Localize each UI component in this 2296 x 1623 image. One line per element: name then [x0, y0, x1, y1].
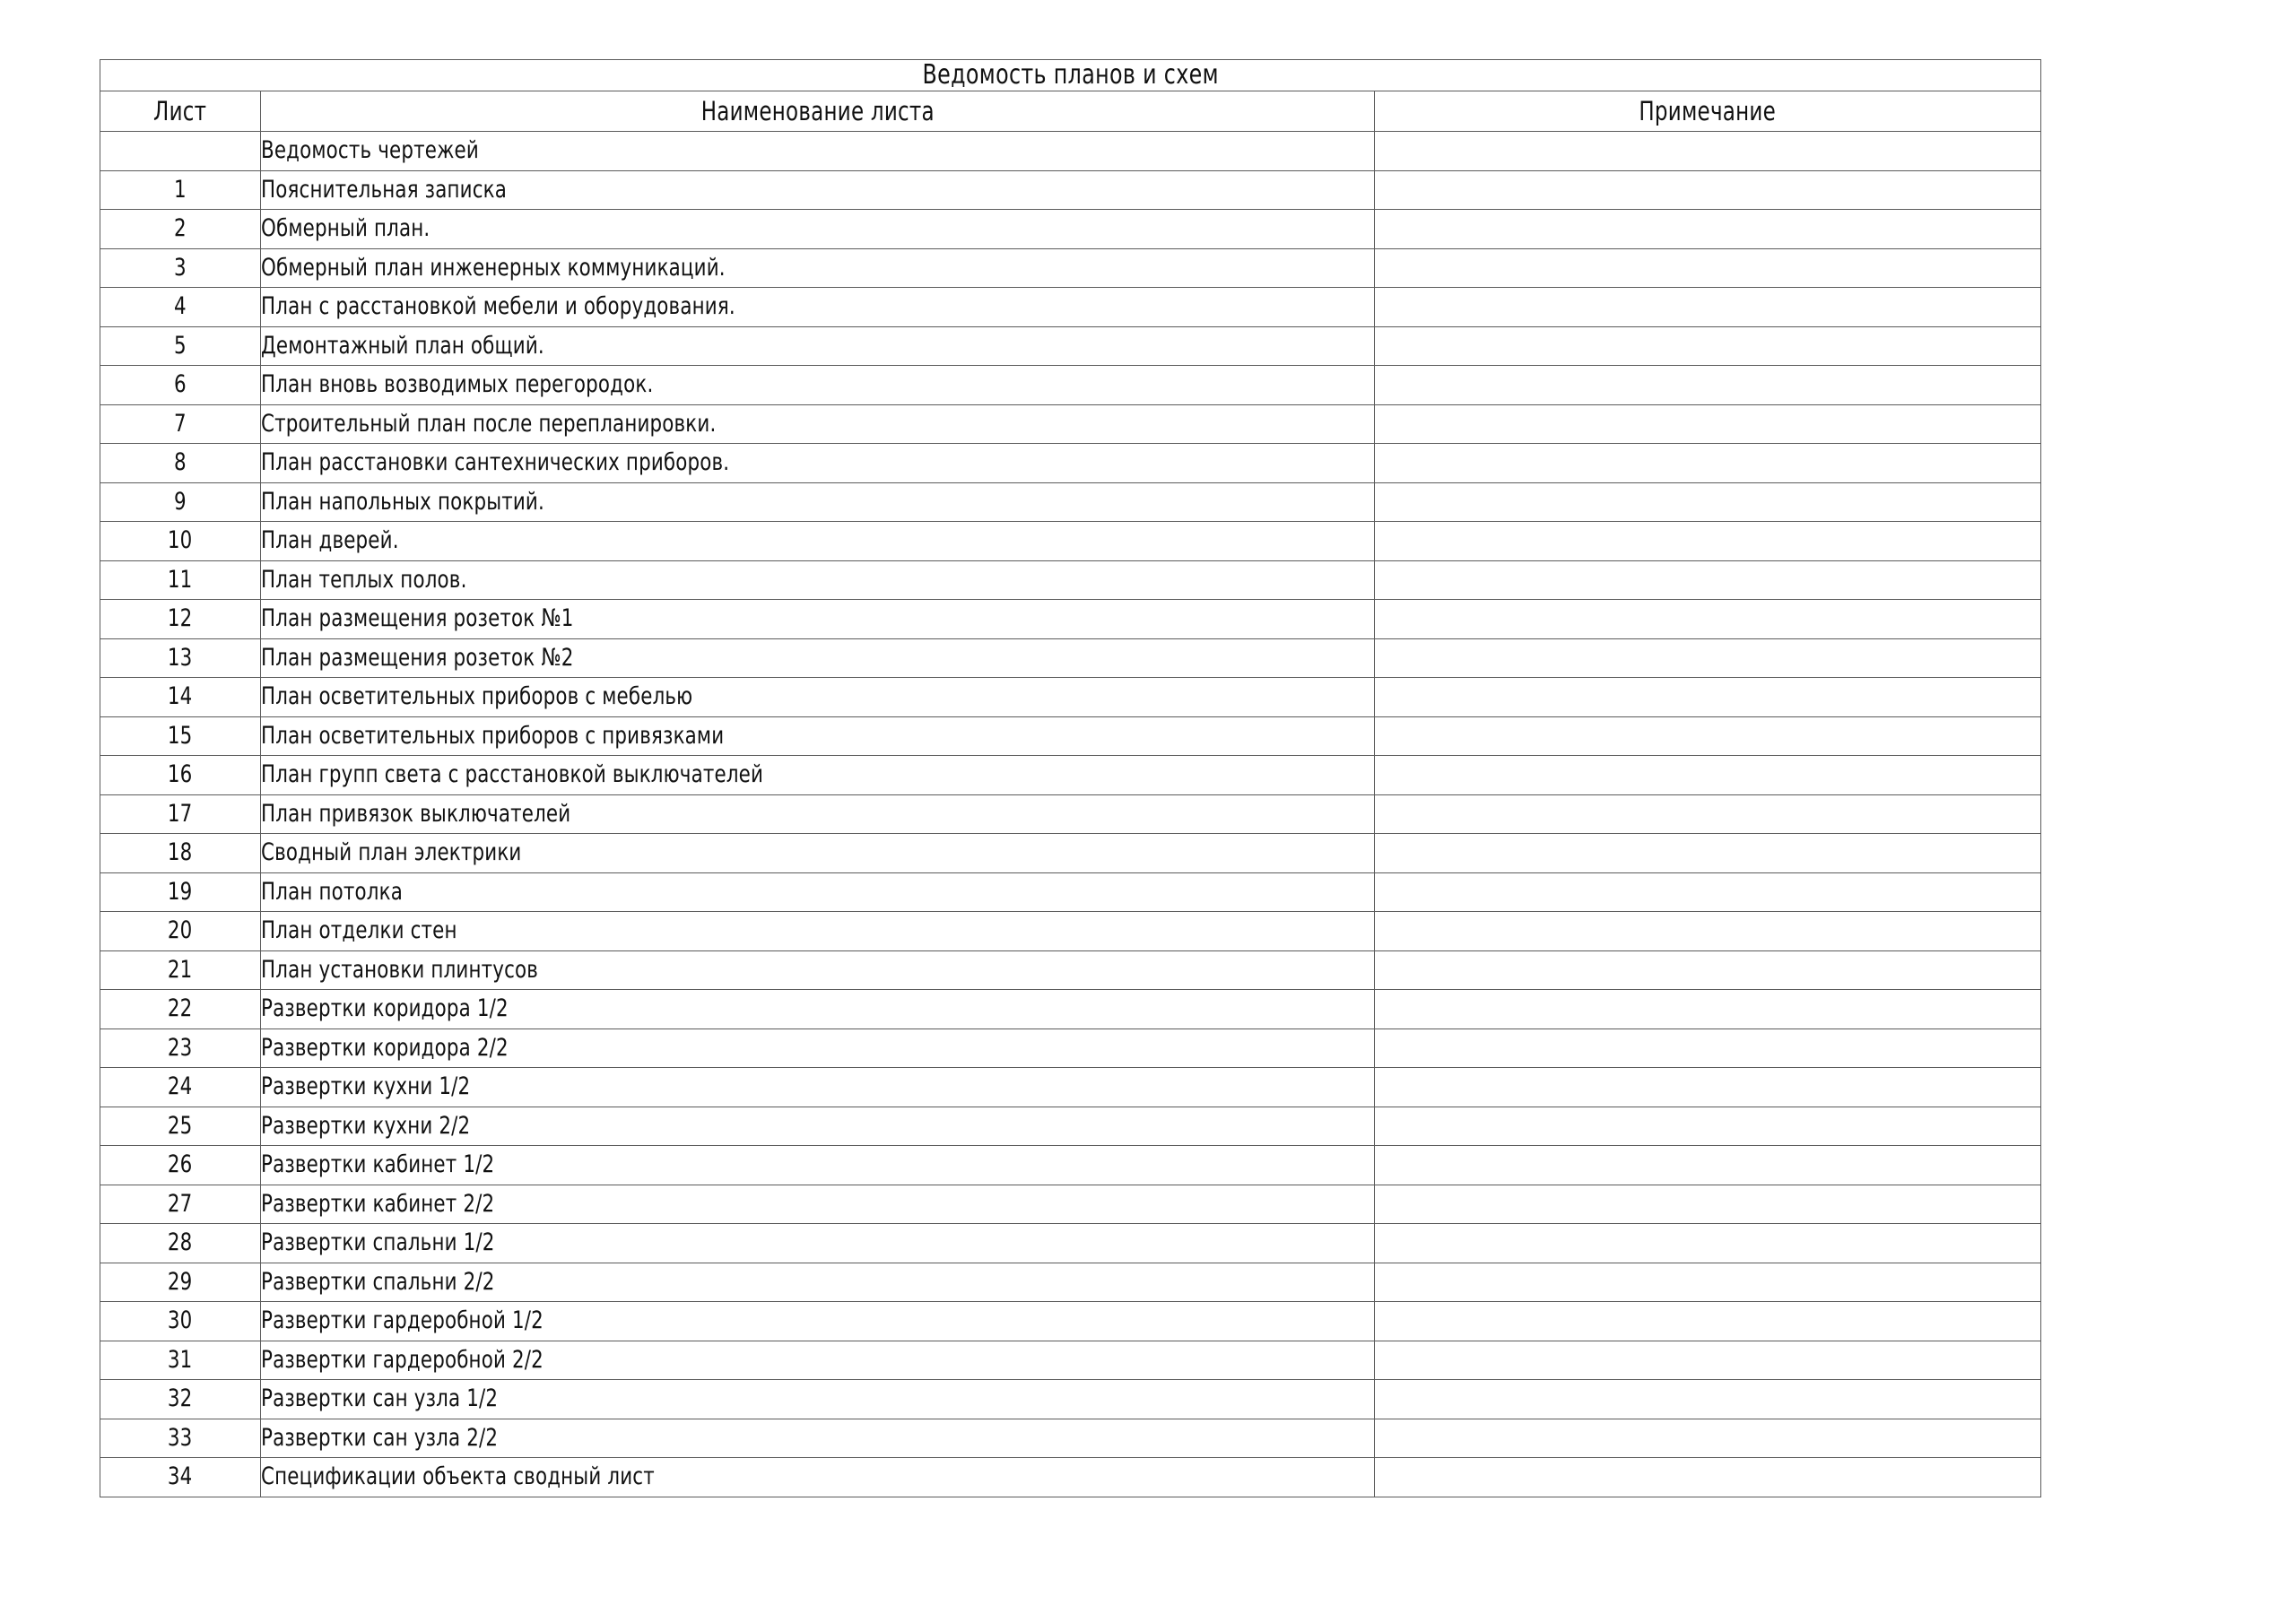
- cell-sheet-name: [261, 794, 1375, 834]
- sheet-number-text: 10: [168, 526, 193, 554]
- sheet-number-text: 1: [174, 175, 187, 204]
- table-row: [100, 1107, 2041, 1146]
- sheet-name-text: Строительный план после перепланировки.: [261, 409, 717, 438]
- table-row: [100, 1263, 2041, 1302]
- cell-sheet-name: [261, 404, 1375, 444]
- column-header-note-label: Примечание: [1639, 96, 1777, 126]
- sheet-name-text: План напольных покрытий.: [261, 487, 544, 516]
- table-row: [100, 132, 2041, 171]
- cell-sheet-name: [261, 1380, 1375, 1419]
- sheet-number-text: 28: [168, 1228, 193, 1256]
- cell-sheet-name: [261, 444, 1375, 483]
- sheet-name-text: Развертки кабинет 2/2: [261, 1189, 495, 1218]
- cell-note: [1375, 444, 2041, 483]
- sheet-name-text: Развертки гардеробной 2/2: [261, 1345, 544, 1374]
- cell-note: [1375, 326, 2041, 366]
- cell-note: [1375, 522, 2041, 561]
- cell-sheet-number: [100, 1302, 261, 1341]
- cell-note: [1375, 482, 2041, 522]
- cell-sheet-number: [100, 288, 261, 327]
- cell-sheet-number: [100, 1107, 261, 1146]
- sheet-number-text: 33: [168, 1423, 193, 1452]
- cell-sheet-name: [261, 600, 1375, 639]
- column-header-name-label: Наименование листа: [700, 96, 935, 126]
- cell-note: [1375, 638, 2041, 678]
- cell-note: [1375, 132, 2041, 171]
- cell-sheet-number: [100, 1146, 261, 1185]
- sheet-name-text: Демонтажный план общий.: [261, 331, 544, 360]
- cell-sheet-name: [261, 756, 1375, 795]
- cell-note: [1375, 288, 2041, 327]
- sheet-number-text: 29: [168, 1267, 193, 1296]
- cell-sheet-name: [261, 872, 1375, 912]
- sheet-number-text: 2: [174, 214, 187, 242]
- sheet-name-text: План осветительных приборов с привязками: [261, 721, 725, 750]
- table-row: [100, 716, 2041, 756]
- table-row: [100, 482, 2041, 522]
- cell-note: [1375, 716, 2041, 756]
- cell-note: [1375, 1068, 2041, 1107]
- table-row: [100, 288, 2041, 327]
- cell-sheet-number: [100, 444, 261, 483]
- cell-note: [1375, 912, 2041, 951]
- cell-sheet-name: [261, 638, 1375, 678]
- cell-note: [1375, 210, 2041, 249]
- table-row: [100, 1068, 2041, 1107]
- cell-sheet-number: [100, 638, 261, 678]
- cell-sheet-number: [100, 834, 261, 873]
- sheet-number-text: 15: [168, 721, 193, 750]
- sheet-name-text: Развертки кухни 1/2: [261, 1072, 471, 1100]
- sheet-number-text: 26: [168, 1150, 193, 1178]
- table-row: [100, 756, 2041, 795]
- cell-sheet-number: [100, 990, 261, 1029]
- sheet-number-text: 21: [168, 955, 193, 984]
- sheet-number-text: 9: [174, 487, 187, 516]
- cell-note: [1375, 560, 2041, 600]
- column-header-name: [261, 91, 1375, 132]
- table-row: [100, 834, 2041, 873]
- table-row: [100, 326, 2041, 366]
- cell-note: [1375, 1224, 2041, 1263]
- cell-note: [1375, 404, 2041, 444]
- column-header-sheet-label: Лист: [153, 96, 207, 126]
- cell-sheet-name: [261, 288, 1375, 327]
- table-row: [100, 170, 2041, 210]
- sheet-number-text: 32: [168, 1384, 193, 1412]
- cell-sheet-name: [261, 1458, 1375, 1497]
- cell-sheet-name: [261, 950, 1375, 990]
- sheet-number-text: 30: [168, 1306, 193, 1334]
- table-row: [100, 522, 2041, 561]
- sheet-name-text: Развертки спальни 1/2: [261, 1228, 495, 1256]
- cell-sheet-name: [261, 1419, 1375, 1458]
- sheet-number-text: 13: [168, 643, 193, 672]
- cell-sheet-name: [261, 1185, 1375, 1224]
- cell-sheet-number: [100, 716, 261, 756]
- table-header-row: [100, 91, 2041, 132]
- sheet-name-text: План осветительных приборов с мебелью: [261, 682, 693, 710]
- cell-sheet-number: [100, 912, 261, 951]
- cell-sheet-number: [100, 1380, 261, 1419]
- cell-note: [1375, 678, 2041, 717]
- sheet-name-text: План привязок выключателей: [261, 799, 571, 828]
- sheet-name-text: Развертки кухни 2/2: [261, 1111, 471, 1140]
- table-row: [100, 1224, 2041, 1263]
- sheet-name-text: Развертки сан узла 1/2: [261, 1384, 499, 1412]
- cell-sheet-number: [100, 600, 261, 639]
- table-row: [100, 794, 2041, 834]
- sheet-number-text: 4: [174, 292, 187, 320]
- table-row: [100, 1341, 2041, 1380]
- cell-sheet-name: [261, 1302, 1375, 1341]
- cell-sheet-number: [100, 1185, 261, 1224]
- sheet-name-text: Пояснительная записка: [261, 175, 508, 204]
- sheet-number-text: 31: [168, 1345, 193, 1374]
- table-row: [100, 638, 2041, 678]
- cell-sheet-name: [261, 210, 1375, 249]
- sheet-number-text: 23: [168, 1033, 193, 1062]
- cell-sheet-name: [261, 1263, 1375, 1302]
- column-header-note: [1375, 91, 2041, 132]
- sheet-number-text: 7: [174, 409, 187, 438]
- sheet-number-text: 6: [174, 370, 187, 398]
- table-row: [100, 1146, 2041, 1185]
- cell-sheet-number: [100, 1028, 261, 1068]
- sheet-name-text: Развертки кабинет 1/2: [261, 1150, 495, 1178]
- sheet-number-text: 18: [168, 838, 193, 866]
- table-row: [100, 366, 2041, 405]
- cell-note: [1375, 1458, 2041, 1497]
- cell-sheet-name: [261, 170, 1375, 210]
- cell-note: [1375, 248, 2041, 288]
- sheet-number-text: 8: [174, 448, 187, 476]
- cell-note: [1375, 1263, 2041, 1302]
- cell-sheet-number: [100, 872, 261, 912]
- sheet-number-text: 3: [174, 253, 187, 282]
- cell-sheet-number: [100, 1458, 261, 1497]
- sheet-number-text: 20: [168, 916, 193, 944]
- cell-sheet-number: [100, 1263, 261, 1302]
- table-row: [100, 600, 2041, 639]
- cell-sheet-number: [100, 482, 261, 522]
- cell-sheet-number: [100, 678, 261, 717]
- table-row: [100, 912, 2041, 951]
- table-row: [100, 1028, 2041, 1068]
- cell-sheet-name: [261, 912, 1375, 951]
- cell-sheet-number: [100, 522, 261, 561]
- table-row: [100, 404, 2041, 444]
- cell-sheet-number: [100, 1224, 261, 1263]
- cell-note: [1375, 794, 2041, 834]
- sheet-number-text: 11: [168, 565, 193, 594]
- cell-sheet-name: [261, 132, 1375, 171]
- table-row: [100, 872, 2041, 912]
- sheet-number-text: 16: [168, 760, 193, 788]
- sheet-name-text: План размещения розеток №2: [261, 643, 574, 672]
- sheet-number-text: 19: [168, 877, 193, 906]
- sheet-name-text: Обмерный план.: [261, 214, 430, 242]
- table-row: [100, 1302, 2041, 1341]
- cell-sheet-name: [261, 366, 1375, 405]
- cell-sheet-number: [100, 132, 261, 171]
- sheet-name-text: Развертки коридора 1/2: [261, 994, 509, 1022]
- cell-sheet-name: [261, 678, 1375, 717]
- table-row: [100, 678, 2041, 717]
- cell-sheet-number: [100, 366, 261, 405]
- table-row: [100, 248, 2041, 288]
- cell-sheet-name: [261, 1146, 1375, 1185]
- sheet-number-text: 14: [168, 682, 193, 710]
- sheet-name-text: Развертки гардеробной 1/2: [261, 1306, 544, 1334]
- cell-sheet-name: [261, 716, 1375, 756]
- column-header-sheet: [100, 91, 261, 132]
- cell-sheet-number: [100, 756, 261, 795]
- sheet-number-text: 24: [168, 1072, 193, 1100]
- cell-note: [1375, 756, 2041, 795]
- cell-note: [1375, 1302, 2041, 1341]
- sheet-number-text: 22: [168, 994, 193, 1022]
- cell-note: [1375, 1185, 2041, 1224]
- table-row: [100, 1419, 2041, 1458]
- sheet-number-text: 17: [168, 799, 193, 828]
- cell-sheet-name: [261, 326, 1375, 366]
- cell-note: [1375, 990, 2041, 1029]
- sheet-number-text: 25: [168, 1111, 193, 1140]
- table-row: [100, 1458, 2041, 1497]
- sheet-index-table: [100, 59, 2041, 1497]
- cell-sheet-name: [261, 1341, 1375, 1380]
- cell-sheet-number: [100, 950, 261, 990]
- table-row: [100, 990, 2041, 1029]
- cell-sheet-number: [100, 560, 261, 600]
- sheet-name-text: План групп света с расстановкой выключателей: [261, 760, 764, 788]
- table-row: [100, 560, 2041, 600]
- cell-note: [1375, 834, 2041, 873]
- sheet-name-text: План теплых полов.: [261, 565, 467, 594]
- sheet-name-text: План установки плинтусов: [261, 955, 539, 984]
- cell-note: [1375, 1380, 2041, 1419]
- table-row: [100, 444, 2041, 483]
- cell-sheet-name: [261, 1107, 1375, 1146]
- sheet-name-text: План дверей.: [261, 526, 399, 554]
- sheet-name-text: Развертки коридора 2/2: [261, 1033, 509, 1062]
- cell-note: [1375, 1419, 2041, 1458]
- cell-sheet-name: [261, 560, 1375, 600]
- sheet-name-text: Развертки сан узла 2/2: [261, 1423, 499, 1452]
- cell-sheet-name: [261, 990, 1375, 1029]
- cell-sheet-name: [261, 1068, 1375, 1107]
- cell-note: [1375, 600, 2041, 639]
- table-row: [100, 1380, 2041, 1419]
- document-title-text: Ведомость планов и схем: [922, 59, 1219, 91]
- cell-note: [1375, 1146, 2041, 1185]
- table-row: [100, 1185, 2041, 1224]
- cell-sheet-number: [100, 248, 261, 288]
- sheet-name-text: План размещения розеток №1: [261, 604, 574, 632]
- cell-sheet-number: [100, 1341, 261, 1380]
- cell-sheet-number: [100, 326, 261, 366]
- sheet-name-text: Спецификации объекта сводный лист: [261, 1462, 655, 1490]
- cell-sheet-name: [261, 834, 1375, 873]
- sheet-name-text: Обмерный план инженерных коммуникаций.: [261, 253, 726, 282]
- sheet-name-text: Сводный план электрики: [261, 838, 522, 866]
- sheet-name-text: План вновь возводимых перегородок.: [261, 370, 654, 398]
- sheet-number-text: 34: [168, 1462, 193, 1490]
- cell-sheet-name: [261, 522, 1375, 561]
- cell-note: [1375, 950, 2041, 990]
- cell-note: [1375, 1107, 2041, 1146]
- cell-sheet-name: [261, 1224, 1375, 1263]
- document-title: [100, 60, 2041, 91]
- table-title-row: [100, 60, 2041, 91]
- sheet-name-text: Ведомость чертежей: [261, 136, 479, 164]
- cell-sheet-number: [100, 170, 261, 210]
- table-row: [100, 210, 2041, 249]
- cell-note: [1375, 366, 2041, 405]
- sheet-name-text: План отделки стен: [261, 916, 457, 944]
- cell-sheet-number: [100, 1068, 261, 1107]
- cell-sheet-number: [100, 404, 261, 444]
- cell-sheet-name: [261, 1028, 1375, 1068]
- cell-note: [1375, 1341, 2041, 1380]
- sheet-number-text: 27: [168, 1189, 193, 1218]
- sheet-index-body: [100, 60, 2041, 1497]
- table-row: [100, 950, 2041, 990]
- cell-sheet-number: [100, 794, 261, 834]
- cell-sheet-number: [100, 210, 261, 249]
- cell-note: [1375, 1028, 2041, 1068]
- cell-sheet-name: [261, 248, 1375, 288]
- sheet-name-text: План потолка: [261, 877, 403, 906]
- cell-sheet-number: [100, 1419, 261, 1458]
- sheet-number-text: 5: [174, 331, 187, 360]
- sheet-name-text: План расстановки сантехнических приборов.: [261, 448, 730, 476]
- sheet-name-text: План с расстановкой мебели и оборудования.: [261, 292, 735, 320]
- cell-note: [1375, 872, 2041, 912]
- sheet-number-text: 12: [168, 604, 193, 632]
- cell-note: [1375, 170, 2041, 210]
- cell-sheet-name: [261, 482, 1375, 522]
- sheet-name-text: Развертки спальни 2/2: [261, 1267, 495, 1296]
